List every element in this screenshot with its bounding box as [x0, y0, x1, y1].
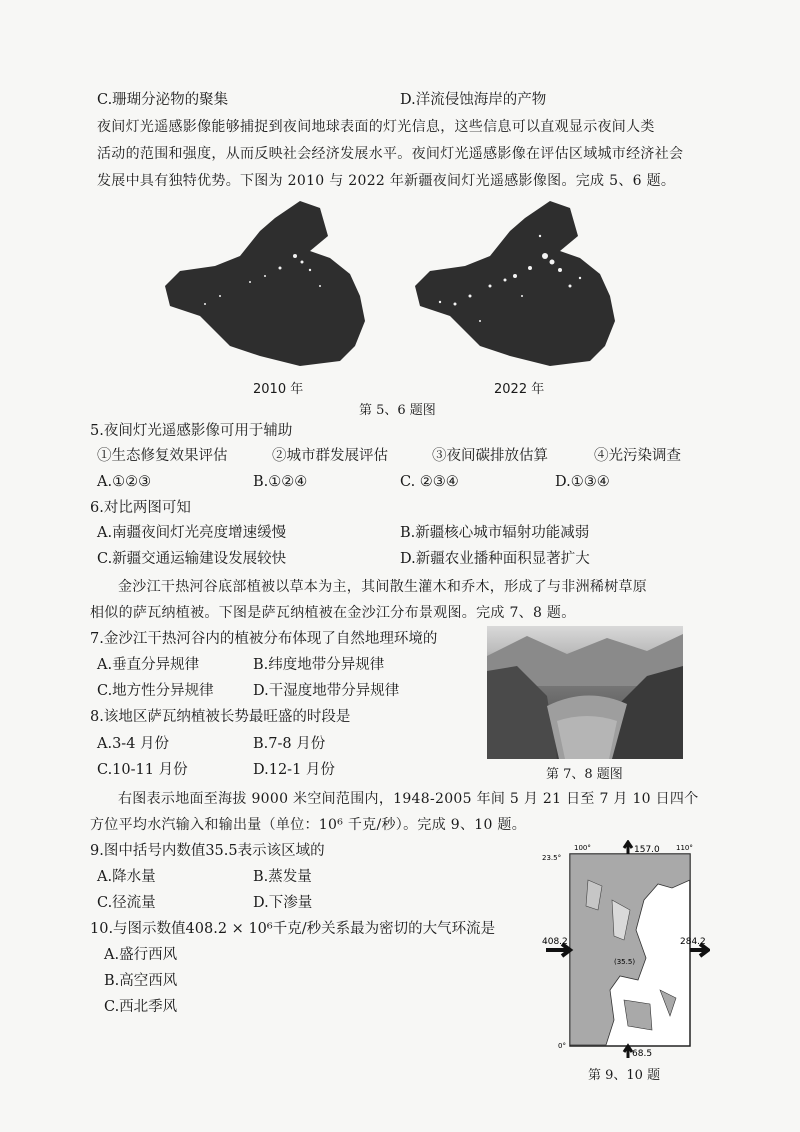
- lon-right-label: 110°: [676, 844, 693, 852]
- water-vapor-flux-map: [540, 840, 710, 1062]
- q5-item-4: ④光污染调查: [594, 448, 681, 464]
- q10-option-a[interactable]: A.盛行西风: [104, 947, 178, 963]
- q6-option-a[interactable]: A.南疆夜间灯光亮度增速缓慢: [97, 525, 287, 541]
- intro1-line3: 发展中具有独特优势。下图为 2010 与 2022 年新疆夜间灯光遥感影像图。完成 5、6 题。: [97, 173, 676, 189]
- q9-option-b[interactable]: B.蒸发量: [253, 869, 312, 885]
- q5-item-1: ①生态修复效果评估: [97, 448, 228, 464]
- q10-stem: 10.与图示数值408.2 × 10⁶千克/秒关系最为密切的大气环流是: [90, 921, 496, 937]
- q7-option-a[interactable]: A.垂直分异规律: [97, 657, 200, 673]
- intro2-line2: 相似的萨瓦纳植被。下图是萨瓦纳植被在金沙江分布景观图。完成 7、8 题。: [90, 605, 576, 621]
- q6-stem: 6.对比两图可知: [90, 500, 191, 516]
- photo-caption: 第 7、8 题图: [546, 767, 623, 782]
- q6-option-b[interactable]: B.新疆核心城市辐射功能减弱: [400, 525, 590, 541]
- q8-option-d[interactable]: D.12-1 月份: [253, 762, 335, 778]
- q9-option-d[interactable]: D.下渗量: [253, 895, 313, 911]
- q5-option-a[interactable]: A.①②③: [97, 474, 152, 490]
- q7-option-c[interactable]: C.地方性分异规律: [97, 683, 214, 699]
- map-label-2022: 2022 年: [494, 382, 545, 397]
- option-c-prev: C.珊瑚分泌物的聚集: [97, 92, 229, 108]
- q5-item-3: ③夜间碳排放估算: [432, 448, 548, 464]
- q7-option-b[interactable]: B.纬度地带分异规律: [253, 657, 385, 673]
- q6-option-c[interactable]: C.新疆交通运输建设发展较快: [97, 551, 287, 567]
- south-flux-value: 68.5: [632, 1049, 653, 1059]
- intro2-line1: 金沙江干热河谷底部植被以草本为主，其间散生灌木和乔木，形成了与非洲稀树草原: [118, 579, 648, 595]
- valley-photo: [487, 626, 683, 759]
- q9-option-c[interactable]: C.径流量: [97, 895, 156, 911]
- q9-option-a[interactable]: A.降水量: [97, 869, 156, 885]
- west-flux-value: 408.2: [542, 937, 568, 947]
- q8-option-a[interactable]: A.3-4 月份: [97, 736, 170, 752]
- q5-item-2: ②城市群发展评估: [272, 448, 388, 464]
- flux-map-caption: 第 9、10 题: [588, 1068, 661, 1083]
- q7-stem: 7.金沙江干热河谷内的植被分布体现了自然地理环境的: [90, 631, 438, 647]
- q10-option-c[interactable]: C.西北季风: [104, 999, 178, 1015]
- q5-option-b[interactable]: B.①②④: [253, 474, 308, 490]
- xinjiang-map-2010: [160, 196, 385, 371]
- map-figure-caption: 第 5、6 题图: [359, 403, 436, 418]
- option-d-prev: D.洋流侵蚀海岸的产物: [400, 92, 547, 108]
- lon-left-label: 100°: [574, 844, 591, 852]
- q6-option-d[interactable]: D.新疆农业播种面积显著扩大: [400, 551, 590, 567]
- q7-option-d[interactable]: D.干湿度地带分异规律: [253, 683, 400, 699]
- intro3-line1: 右图表示地面至海拔 9000 米空间范围内，1948-2005 年间 5 月 21 日至 7 月 10 日四个: [118, 791, 699, 807]
- intro3-line2: 方位平均水汽输入和输出量（单位：10⁶ 千克/秒）。完成 9、10 题。: [90, 817, 527, 833]
- map-label-2010: 2010 年: [253, 382, 304, 397]
- lat-top-label: 23.5°: [542, 854, 562, 862]
- q8-option-c[interactable]: C.10-11 月份: [97, 762, 188, 778]
- q5-option-c[interactable]: C. ②③④: [400, 474, 459, 490]
- center-value: (35.5): [614, 958, 636, 966]
- q5-stem: 5.夜间灯光遥感影像可用于辅助: [90, 423, 293, 439]
- q9-stem: 9.图中括号内数值35.5表示该区域的: [90, 843, 325, 859]
- intro1-line1: 夜间灯光遥感影像能够捕捉到夜间地球表面的灯光信息，这些信息可以直观显示夜间人类: [97, 119, 655, 135]
- xinjiang-map-2022: [410, 196, 635, 371]
- lat-bottom-label: 0°: [558, 1042, 566, 1050]
- north-flux-value: 157.0: [634, 845, 660, 855]
- q10-option-b[interactable]: B.高空西风: [104, 973, 178, 989]
- q8-option-b[interactable]: B.7-8 月份: [253, 736, 326, 752]
- q5-option-d[interactable]: D.①③④: [555, 474, 610, 490]
- east-flux-value: 284.2: [680, 937, 706, 947]
- q8-stem: 8.该地区萨瓦纳植被长势最旺盛的时段是: [90, 709, 351, 725]
- intro1-line2: 活动的范围和强度，从而反映社会经济发展水平。夜间灯光遥感影像在评估区域城市经济社会: [97, 146, 684, 162]
